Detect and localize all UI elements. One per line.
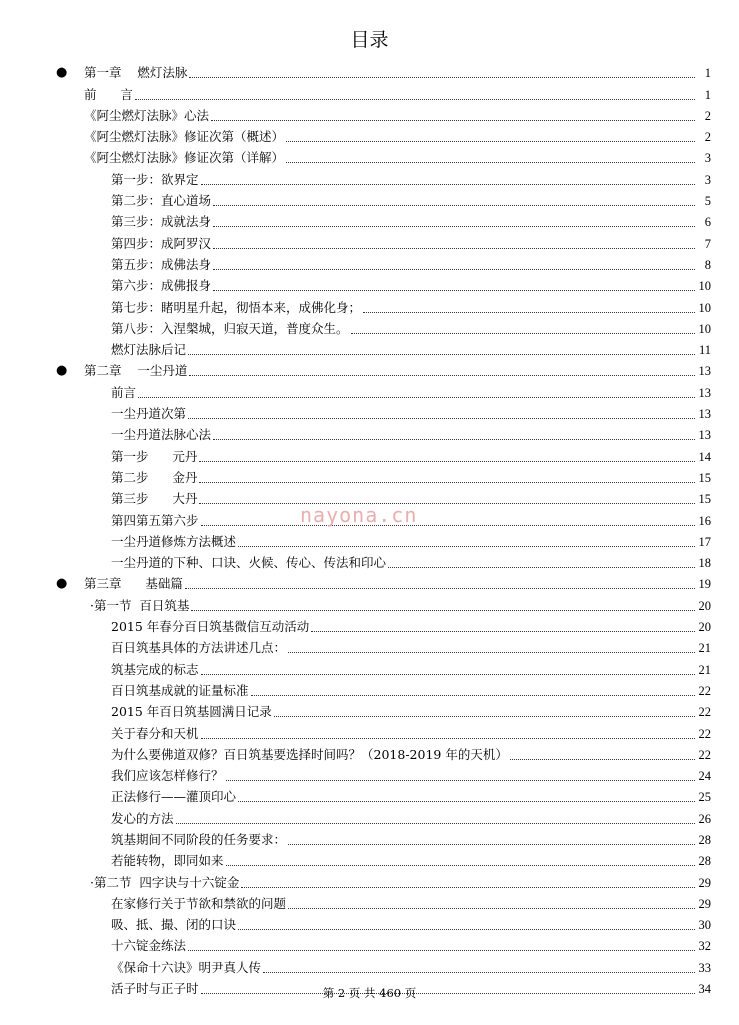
toc-entry-label: 第五步：成佛法身 <box>111 256 212 272</box>
toc-entry-line <box>84 150 711 166</box>
toc-entry-page-number: 16 <box>698 513 711 528</box>
toc-entry-line <box>111 385 711 401</box>
toc-entry-label: 《保命十六诀》明尹真人传 <box>111 959 262 975</box>
dot-leader <box>185 587 695 589</box>
dot-leader <box>188 417 695 419</box>
toc-entry-page-number: 13 <box>698 407 711 422</box>
toc-entry[interactable] <box>0 125 739 146</box>
toc-entry-page-number: 25 <box>698 790 711 805</box>
toc-entry[interactable] <box>0 806 739 827</box>
toc-entry-line <box>90 598 711 614</box>
toc-entry-label: 在家修行关于节欲和禁欲的问题 <box>111 895 287 911</box>
toc-entry-label: 关于春分和天机 <box>111 725 199 741</box>
toc-entry-page-number: 18 <box>698 556 711 571</box>
watermark: nayona.cn <box>300 503 418 527</box>
toc-entry-label: 《阿尘燃灯法脉》心法 <box>84 107 210 123</box>
toc-entry-page-number: 22 <box>698 705 711 720</box>
toc-entry-page-number: 10 <box>698 321 711 336</box>
dot-leader <box>213 289 695 291</box>
toc-entry-label: 第三步 大丹 <box>111 491 198 507</box>
toc-entry-line <box>111 662 711 678</box>
toc-entry-page-number: 32 <box>698 939 711 954</box>
dot-leader <box>388 566 695 568</box>
dot-leader <box>189 374 695 376</box>
toc-entry[interactable] <box>0 721 739 742</box>
toc-entry-line <box>111 214 711 230</box>
toc-entry-label: 一尘丹道的下种、口诀、火候、传心、传法和印心 <box>111 555 387 571</box>
toc-entry[interactable] <box>0 870 739 891</box>
toc-entry-line <box>111 789 711 805</box>
toc-entry[interactable] <box>0 253 739 274</box>
toc-entry-line <box>84 363 711 379</box>
dot-leader <box>241 886 695 888</box>
toc-entry-line <box>111 768 711 784</box>
dot-leader <box>311 630 695 632</box>
toc-entry-label: 十六锭金练法 <box>111 938 187 954</box>
toc-entry-page-number: 20 <box>698 598 711 613</box>
dot-leader <box>238 800 695 802</box>
dot-leader <box>363 311 695 313</box>
toc-entry-label: 第四第五第六步 <box>111 512 199 528</box>
toc-entry[interactable] <box>0 636 739 657</box>
toc-entry-page-number: 29 <box>698 875 711 890</box>
toc-entry-line <box>111 853 711 869</box>
toc-entry-page-number: 11 <box>698 343 711 358</box>
toc-entry-label: 发心的方法 <box>111 810 174 826</box>
toc-entry-page-number: 15 <box>698 470 711 485</box>
toc-entry[interactable] <box>0 167 739 188</box>
toc-entry-line <box>111 236 711 252</box>
toc-entry[interactable] <box>0 82 739 103</box>
toc-entry-page-number: 8 <box>704 257 711 272</box>
toc-entry[interactable] <box>0 104 739 125</box>
toc-entry-page-number: 1 <box>704 66 711 81</box>
toc-entry-label: 《阿尘燃灯法脉》修证次第（详解） <box>84 150 285 166</box>
toc-entry-label: 第一章 燃灯法脉 <box>84 65 188 81</box>
toc-entry-label: 为什么要佛道双修？百日筑基要选择时间吗？（2018-2019 年的天机） <box>111 746 508 762</box>
toc-entry[interactable] <box>0 359 739 380</box>
toc-entry[interactable] <box>0 338 739 359</box>
toc-entry-line <box>111 193 711 209</box>
toc-entry-line <box>111 938 711 954</box>
dot-leader <box>199 460 695 462</box>
toc-entry-line <box>84 65 711 81</box>
toc-entry-page-number: 6 <box>704 215 711 230</box>
toc-entry-label: ·第一节 百日筑基 <box>90 597 190 613</box>
toc-entry[interactable] <box>0 934 739 955</box>
toc-entry-label: 2015 年春分百日筑基微信互动活动 <box>111 619 310 635</box>
toc-entry[interactable] <box>0 679 739 700</box>
toc-entry-line <box>111 832 711 848</box>
toc-entry-label: 百日筑基具体的方法讲述几点： <box>111 640 287 656</box>
toc-entry-line <box>111 534 711 550</box>
dot-leader <box>199 502 695 504</box>
toc-entry-page-number: 26 <box>698 811 711 826</box>
toc-entry-label: 第二章 一尘丹道 <box>84 363 188 379</box>
toc-entry-page-number: 30 <box>698 918 711 933</box>
toc-entry-label: 第一步：欲界定 <box>111 171 199 187</box>
dot-leader <box>188 353 695 355</box>
dot-leader <box>226 779 695 781</box>
dot-leader <box>288 907 695 909</box>
toc-entry-page-number: 19 <box>698 577 711 592</box>
toc-entry[interactable] <box>0 380 739 401</box>
dot-leader <box>288 843 695 845</box>
toc-entry-line <box>84 108 711 124</box>
toc-entry[interactable] <box>0 572 739 593</box>
toc-entry-label: 第六步：成佛报身 <box>111 278 212 294</box>
dot-leader <box>213 225 695 227</box>
toc-entry-line <box>111 321 711 337</box>
toc-entry[interactable] <box>0 785 739 806</box>
toc-entry-label: 第三步：成就法身 <box>111 214 212 230</box>
toc-entry-label: 一尘丹道修炼方法概述 <box>111 533 237 549</box>
toc-entry-page-number: 28 <box>698 854 711 869</box>
toc-entry-line <box>111 811 711 827</box>
toc-entry-label: 2015 年百日筑基圆满日记录 <box>111 704 272 720</box>
dot-leader <box>226 864 695 866</box>
toc-entry-line <box>111 704 711 720</box>
toc-entry-label: 百日筑基成就的证量标准 <box>111 682 249 698</box>
toc-entry-page-number: 33 <box>698 960 711 975</box>
toc-entry-label: 若能转物，即同如来 <box>111 853 224 869</box>
toc-entry-page-number: 5 <box>704 194 711 209</box>
dot-leader <box>201 673 695 675</box>
toc-entry-page-number: 22 <box>698 683 711 698</box>
toc-entry-line <box>111 683 711 699</box>
toc-entry-label: 《阿尘燃灯法脉》修证次第（概述） <box>84 129 285 145</box>
toc-entry-label: 第二步 金丹 <box>111 469 198 485</box>
toc-entry-label: 第一步 元丹 <box>111 448 198 464</box>
toc-entry-page-number: 10 <box>698 279 711 294</box>
dot-leader <box>238 545 695 547</box>
toc-entry[interactable] <box>0 955 739 976</box>
toc-entry-line <box>111 449 711 465</box>
toc-entry[interactable] <box>0 913 739 934</box>
dot-leader <box>201 183 695 185</box>
toc-entry[interactable] <box>0 444 739 465</box>
toc-entry[interactable] <box>0 828 739 849</box>
toc-entry[interactable] <box>0 402 739 423</box>
toc-entry[interactable] <box>0 764 739 785</box>
toc-entry[interactable] <box>0 231 739 252</box>
dot-leader <box>238 928 695 930</box>
toc-entry-line <box>111 342 711 358</box>
dot-leader <box>191 609 695 611</box>
toc-entry[interactable] <box>0 593 739 614</box>
toc-entry-line <box>111 896 711 912</box>
toc-entry-label: 第八步：入涅槃城，归寂天道，普度众生。 <box>111 320 349 336</box>
toc-entry-line <box>111 726 711 742</box>
toc-entry-line <box>111 917 711 933</box>
toc-entry-label: 燃灯法脉后记 <box>111 342 187 358</box>
dot-leader <box>189 76 695 78</box>
dot-leader <box>251 694 695 696</box>
toc-entry-page-number: 3 <box>704 151 711 166</box>
toc-entry[interactable] <box>0 700 739 721</box>
toc-entry[interactable] <box>0 849 739 870</box>
dot-leader <box>135 98 695 100</box>
toc-entry-line <box>84 87 711 103</box>
toc-entry-line <box>111 278 711 294</box>
toc-entry-page-number: 15 <box>698 492 711 507</box>
bullet-icon: ● <box>56 576 68 592</box>
toc-entry-label: 一尘丹道次第 <box>111 406 187 422</box>
toc-entry-label: 筑基完成的标志 <box>111 661 199 677</box>
toc-entry-line <box>90 875 711 891</box>
toc-entry-page-number: 17 <box>698 534 711 549</box>
toc-entry-page-number: 20 <box>698 620 711 635</box>
toc-entry-line <box>111 747 711 763</box>
toc-entry-page-number: 21 <box>698 641 711 656</box>
toc-entry-page-number: 29 <box>698 896 711 911</box>
toc-entry-line <box>111 619 711 635</box>
toc-entry[interactable] <box>0 189 739 210</box>
toc-entry-line <box>84 129 711 145</box>
dot-leader <box>138 396 695 398</box>
toc-entry-page-number: 2 <box>704 108 711 123</box>
toc-entry[interactable] <box>0 743 739 764</box>
toc-entry-line <box>111 406 711 422</box>
toc-entry-page-number: 22 <box>698 726 711 741</box>
toc-entry[interactable] <box>0 657 739 678</box>
toc-entry-label: 我们应该怎样修行？ <box>111 768 224 784</box>
dot-leader <box>286 140 695 142</box>
toc-entry[interactable] <box>0 61 739 82</box>
dot-leader <box>263 971 695 973</box>
toc-entry-line <box>111 555 711 571</box>
toc-entry-label: 活子时与正子时 <box>111 981 199 997</box>
toc-entry[interactable] <box>0 551 739 572</box>
table-of-contents <box>0 61 739 998</box>
toc-entry-label: ·第二节 四字诀与十六锭金 <box>90 874 240 890</box>
toc-entry-label: 第七步：睹明星升起，彻悟本来，成佛化身； <box>111 299 362 315</box>
toc-entry[interactable] <box>0 892 739 913</box>
toc-entry-label: 吸、抵、撮、闭的口诀 <box>111 917 237 933</box>
toc-entry[interactable] <box>0 210 739 231</box>
bullet-icon: ● <box>56 363 68 379</box>
toc-entry-label: 正法修行——灌顶印心 <box>111 789 237 805</box>
toc-entry-line <box>111 300 711 316</box>
toc-entry-label: 筑基期间不同阶段的任务要求： <box>111 831 287 847</box>
toc-entry-page-number: 13 <box>698 385 711 400</box>
page-footer: 第 2 页 共 460 页 <box>322 986 417 1000</box>
toc-entry-page-number: 10 <box>698 300 711 315</box>
toc-entry-label: 第二步：直心道场 <box>111 193 212 209</box>
dot-leader <box>188 949 695 951</box>
toc-entry[interactable] <box>0 146 739 167</box>
page-title: 目录 <box>350 29 389 51</box>
toc-entry-label: 一尘丹道法脉心法 <box>111 427 212 443</box>
dot-leader <box>201 524 695 526</box>
toc-entry-page-number: 22 <box>698 747 711 762</box>
toc-entry[interactable] <box>0 466 739 487</box>
toc-entry-page-number: 13 <box>698 364 711 379</box>
toc-entry-label: 第四步：成阿罗汉 <box>111 235 212 251</box>
toc-entry-label: 前 言 <box>84 86 133 102</box>
dot-leader <box>213 204 695 206</box>
toc-entry-line <box>111 172 711 188</box>
dot-leader <box>176 822 695 824</box>
toc-entry-line <box>111 640 711 656</box>
toc-entry-page-number: 1 <box>704 87 711 102</box>
dot-leader <box>286 161 695 163</box>
dot-leader <box>213 247 695 249</box>
dot-leader <box>288 651 695 653</box>
toc-entry[interactable] <box>0 530 739 551</box>
toc-entry-line <box>111 470 711 486</box>
toc-entry-page-number: 34 <box>698 982 711 997</box>
toc-entry-label: 第三章 基础篇 <box>84 576 183 592</box>
toc-entry-line <box>111 257 711 273</box>
dot-leader <box>213 438 695 440</box>
dot-leader <box>213 268 695 270</box>
toc-entry[interactable] <box>0 295 739 316</box>
toc-entry-page-number: 2 <box>704 130 711 145</box>
dot-leader <box>201 737 695 739</box>
toc-entry-page-number: 24 <box>698 769 711 784</box>
toc-entry-line <box>111 427 711 443</box>
toc-entry-page-number: 28 <box>698 832 711 847</box>
dot-leader <box>211 119 695 121</box>
dot-leader <box>351 332 695 334</box>
toc-entry[interactable] <box>0 274 739 295</box>
toc-entry-line <box>111 960 711 976</box>
bullet-icon: ● <box>56 65 68 81</box>
toc-entry[interactable] <box>0 423 739 444</box>
dot-leader <box>274 715 695 717</box>
toc-entry-page-number: 13 <box>698 428 711 443</box>
toc-entry-label: 前言 <box>111 384 137 400</box>
toc-entry-page-number: 21 <box>698 662 711 677</box>
dot-leader <box>199 481 695 483</box>
toc-entry-line <box>84 576 711 592</box>
toc-entry[interactable] <box>0 317 739 338</box>
toc-entry[interactable] <box>0 615 739 636</box>
toc-entry-page-number: 7 <box>704 236 711 251</box>
toc-entry-page-number: 3 <box>704 172 711 187</box>
toc-entry-page-number: 14 <box>698 449 711 464</box>
dot-leader <box>510 758 695 760</box>
